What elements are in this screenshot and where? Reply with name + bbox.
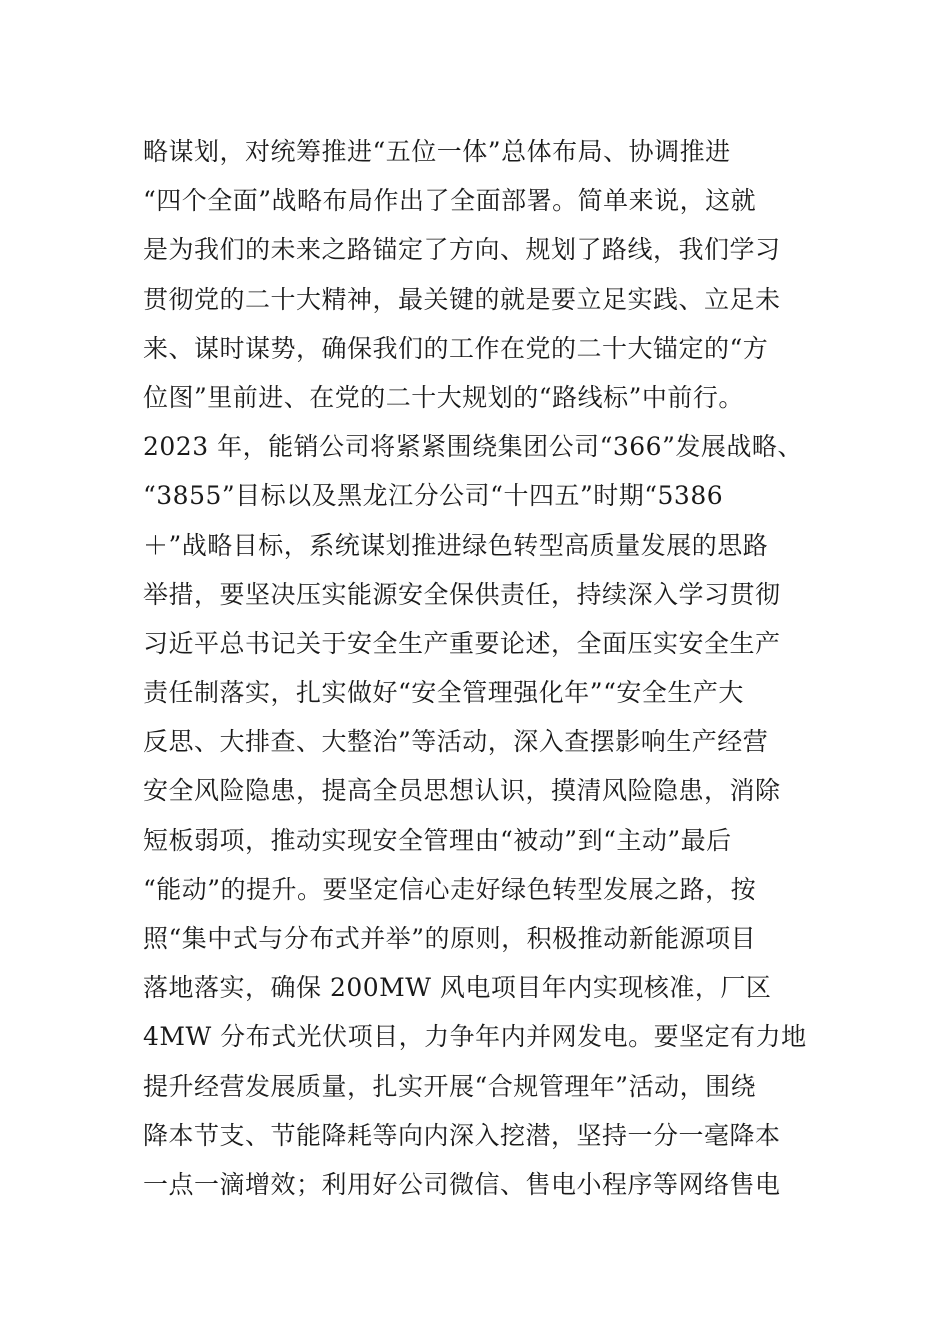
- text-line: “能动”的提升。要坚定信心走好绿色转型发展之路，按: [143, 874, 757, 904]
- text-line: 是为我们的未来之路锚定了方向、规划了路线，我们学习: [143, 235, 781, 265]
- text-line: 落地落实，确保 200MW 风电项目年内实现核准，厂区: [143, 973, 772, 1003]
- body-text: [143, 127, 823, 1209]
- text-line: 举措，要坚决压实能源安全保供责任，持续深入学习贯彻: [143, 579, 781, 609]
- text-line: 降本节支、节能降耗等向内深入挖潜，坚持一分一毫降本: [143, 1120, 781, 1150]
- text-line: 责任制落实，扎实做好“安全管理强化年”“安全生产大: [143, 678, 744, 708]
- text-line: 安全风险隐患，提高全员思想认识，摸清风险隐患，消除: [143, 776, 781, 806]
- text-line: 照“集中式与分布式并举”的原则，积极推动新能源项目: [143, 924, 757, 953]
- text-line: “四个全面”战略布局作出了全面部署。简单来说，这就: [143, 186, 757, 216]
- text-line: 来、谋时谋势，确保我们的工作在党的二十大锚定的“方: [143, 333, 769, 363]
- text-line: 习近平总书记关于安全生产重要论述，全面压实安全生产: [143, 628, 781, 658]
- text-line: 短板弱项，推动实现安全管理由“被动”到“主动”最后: [143, 825, 732, 855]
- text-line: 位图”里前进、在党的二十大规划的“路线标”中前行。: [143, 382, 744, 412]
- text-line: 反思、大排查、大整治”等活动，深入查摆影响生产经营: [143, 727, 769, 757]
- text-line: 提升经营发展质量，扎实开展“合规管理年”活动，围绕: [143, 1071, 757, 1101]
- text-line: 一点一滴增效；利用好公司微信、售电小程序等网络售电: [143, 1169, 781, 1199]
- text-line: 4MW 分布式光伏项目，力争年内并网发电。要坚定有力地: [143, 1022, 807, 1052]
- text-line: 贯彻党的二十大精神，最关键的就是要立足实践、立足未: [143, 284, 781, 314]
- text-line: ＋”战略目标，系统谋划推进绿色转型高质量发展的思路: [143, 530, 769, 560]
- text-line: “3855”目标以及黑龙江分公司“十四五”时期“5386: [143, 481, 724, 511]
- text-line: 略谋划，对统筹推进“五位一体”总体布局、协调推进: [143, 137, 731, 166]
- text-line: 2023 年，能销公司将紧紧围绕集团公司“366”发展战略、: [143, 432, 803, 462]
